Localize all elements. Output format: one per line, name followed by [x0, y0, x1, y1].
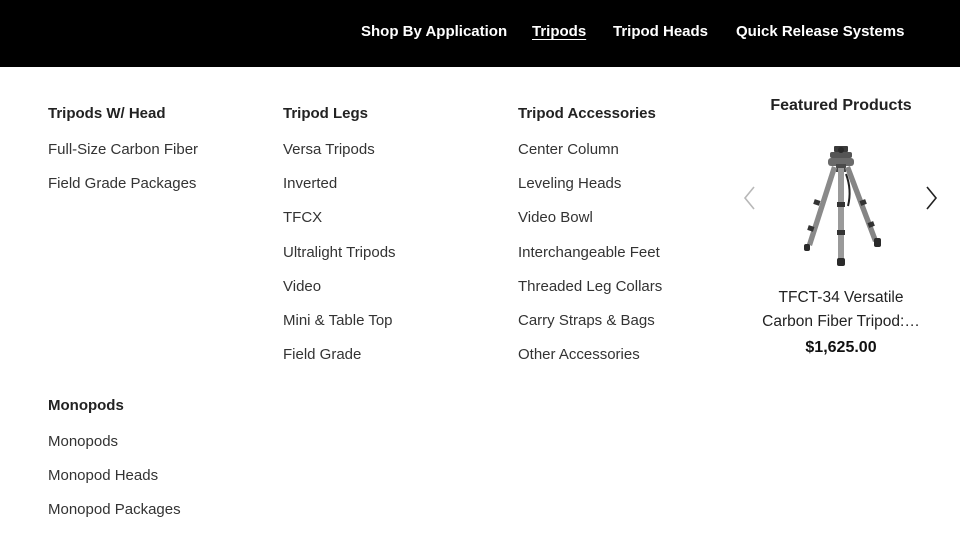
featured-product-name-line2: Carbon Fiber Tripod:… — [762, 313, 920, 330]
nav-tripods[interactable]: Tripods — [532, 23, 587, 40]
link-ultralight-tripods[interactable]: Ultralight Tripods — [283, 244, 396, 261]
heading-tripods-with-head[interactable]: Tripods W/ Head — [48, 105, 166, 122]
link-monopod-heads[interactable]: Monopod Heads — [48, 467, 159, 484]
link-full-size-carbon-fiber[interactable]: Full-Size Carbon Fiber — [48, 141, 199, 158]
link-field-grade-packages[interactable]: Field Grade Packages — [48, 175, 197, 192]
link-versa-tripods[interactable]: Versa Tripods — [283, 141, 375, 158]
link-video[interactable]: Video — [283, 278, 322, 295]
nav-tripod-heads[interactable]: Tripod Heads — [613, 23, 709, 40]
featured-products-title: Featured Products — [770, 97, 912, 114]
chevron-left-icon[interactable] — [739, 183, 761, 213]
link-inverted[interactable]: Inverted — [283, 175, 338, 192]
link-monopod-packages[interactable]: Monopod Packages — [48, 501, 181, 518]
featured-product-name[interactable] — [752, 286, 930, 334]
link-tfcx[interactable]: TFCX — [283, 209, 323, 226]
link-leveling-heads[interactable]: Leveling Heads — [518, 175, 622, 192]
link-field-grade[interactable]: Field Grade — [283, 346, 362, 363]
link-video-bowl[interactable]: Video Bowl — [518, 209, 593, 226]
heading-tripod-accessories[interactable]: Tripod Accessories — [518, 105, 656, 122]
chevron-right-icon[interactable] — [920, 183, 942, 213]
featured-product-price: $1,625.00 — [805, 339, 877, 356]
link-threaded-leg-collars[interactable]: Threaded Leg Collars — [518, 278, 663, 295]
top-nav-bar — [0, 0, 960, 67]
link-other-accessories[interactable]: Other Accessories — [518, 346, 640, 363]
heading-monopods[interactable]: Monopods — [48, 397, 124, 414]
link-mini-table-top[interactable]: Mini & Table Top — [283, 312, 393, 329]
featured-product-name-line1: TFCT-34 Versatile — [778, 289, 904, 306]
nav-shop-by-application[interactable]: Shop By Application — [361, 23, 508, 40]
link-interchangeable-feet[interactable]: Interchangeable Feet — [518, 244, 660, 261]
link-carry-straps-bags[interactable]: Carry Straps & Bags — [518, 312, 655, 329]
tripod-product-image[interactable] — [790, 140, 894, 270]
link-monopods[interactable]: Monopods — [48, 433, 119, 450]
heading-tripod-legs[interactable]: Tripod Legs — [283, 105, 369, 122]
nav-quick-release-systems[interactable]: Quick Release Systems — [736, 23, 905, 40]
link-center-column[interactable]: Center Column — [518, 141, 619, 158]
